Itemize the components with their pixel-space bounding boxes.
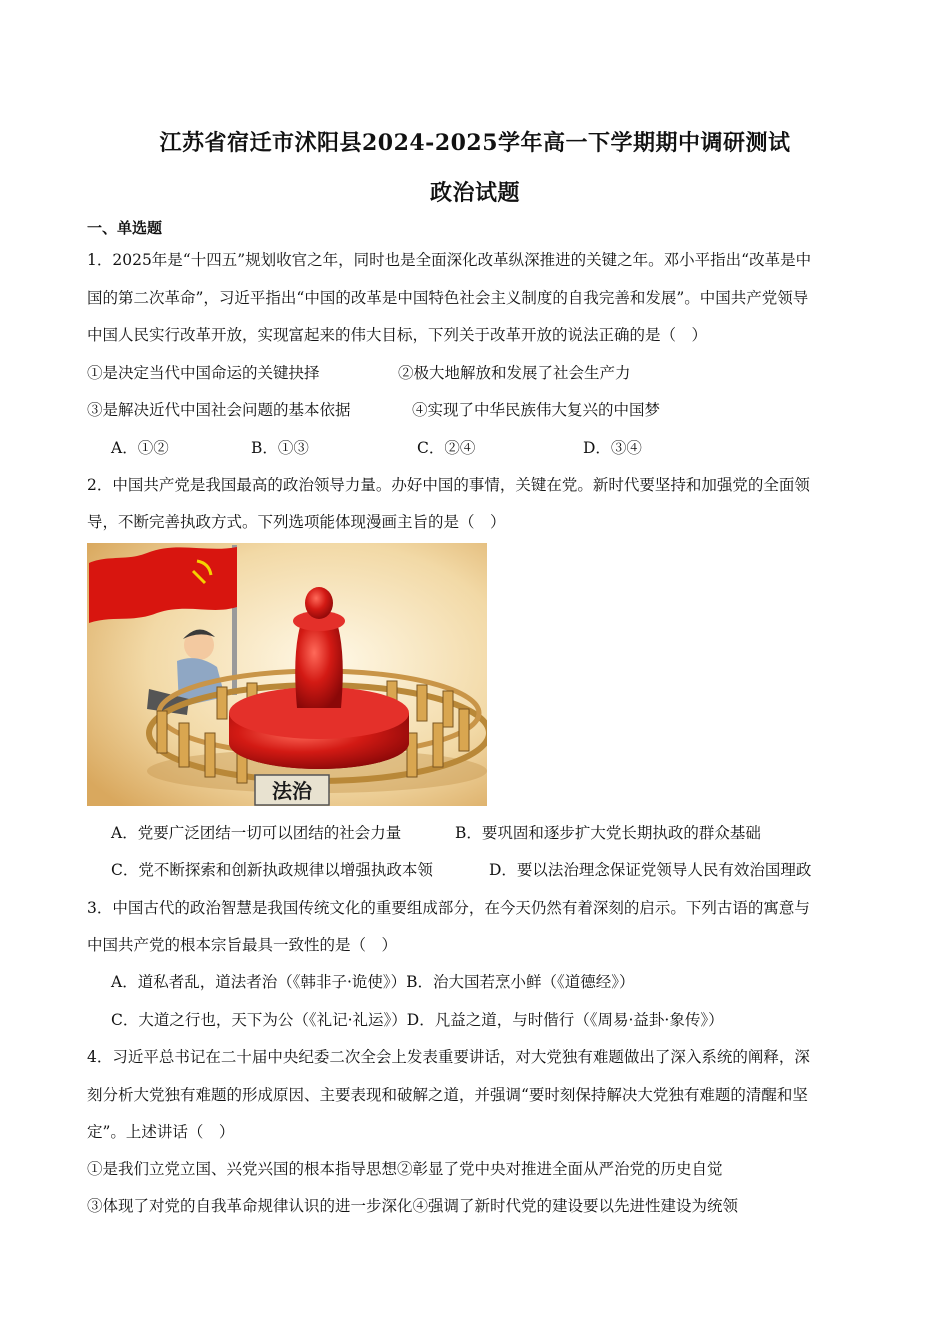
- q3-options-ab[interactable]: A．道私者乱，道法者治（《韩非子·诡使》）B．治大国若烹小鲜（《道德经》）: [111, 973, 635, 991]
- q1-option-d[interactable]: D．③④: [583, 439, 642, 457]
- q1-statement-3: ③是解决近代中国社会问题的基本依据: [87, 401, 351, 419]
- q2-option-a[interactable]: A．党要广泛团结一切可以团结的社会力量: [111, 824, 402, 842]
- q3-options-cd[interactable]: C．大道之行也，天下为公（《礼记·礼运》）D．凡益之道，与时偕行（《周易·益卦·象传》）: [111, 1011, 724, 1029]
- q1-statement-4: ④实现了中华民族伟大复兴的中国梦: [412, 401, 661, 419]
- q1-option-c[interactable]: C．②④: [417, 439, 476, 457]
- q4-line-2: 刻分析大党独有难题的形成原因、主要表现和破解之道，并强调“要时刻保持解决大党独有难题的清醒和坚: [87, 1086, 808, 1104]
- seal-knob: [305, 587, 333, 619]
- q4-line-3: 定”。上述讲话（ ）: [87, 1123, 235, 1141]
- rule-of-law-cartoon: [87, 543, 487, 806]
- cartoon-label: 法治: [272, 779, 312, 803]
- q2-option-b[interactable]: B．要巩固和逐步扩大党长期执政的群众基础: [455, 824, 761, 842]
- q2-line-1: 2．中国共产党是我国最高的政治领导力量。办好中国的事情，关键在党。新时代要坚持和加强党的全面领: [87, 476, 810, 494]
- q1-line-2: 国的第二次革命”，习近平指出“中国的改革是中国特色社会主义制度的自我完善和发展”。中国共产党领导: [87, 289, 809, 307]
- q3-line-1: 3．中国古代的政治智慧是我国传统文化的重要组成部分，在今天仍然有着深刻的启示。下列古语的寓意与: [87, 899, 810, 917]
- q2-option-d[interactable]: D．要以法治理念保证党领导人民有效治国理政: [489, 861, 812, 879]
- q1-option-a[interactable]: A．①②: [111, 439, 169, 457]
- q1-statement-1: ①是决定当代中国命运的关键抉择: [87, 364, 320, 382]
- q1-line-1: 1．2025年是“十四五”规划收官之年，同时也是全面深化改革纵深推进的关键之年。邓小平指出“改革是中: [87, 251, 812, 269]
- page-title: 江苏省宿迁市沭阳县2024-2025学年高一下学期期中调研测试: [159, 130, 791, 156]
- q1-line-3: 中国人民实行改革开放，实现富起来的伟大目标，下列关于改革开放的说法正确的是（ ）: [87, 326, 708, 344]
- q4-statements-34: ③体现了对党的自我革命规律认识的进一步深化④强调了新时代党的建设要以先进性建设为统领: [87, 1197, 739, 1215]
- q1-option-b[interactable]: B．①③: [251, 439, 309, 457]
- q1-statement-2: ②极大地解放和发展了社会生产力: [398, 364, 631, 382]
- seal-handle: [295, 623, 343, 708]
- page-subtitle: 政治试题: [429, 180, 520, 206]
- q4-line-1: 4．习近平总书记在二十届中央纪委二次全会上发表重要讲话，对大党独有难题做出了深入系统的阐释，深: [87, 1048, 810, 1066]
- q2-option-c[interactable]: C．党不断探索和创新执政规律以增强执政本领: [111, 861, 433, 879]
- q3-line-2: 中国共产党的根本宗旨最具一致性的是（ ）: [87, 936, 398, 954]
- q2-line-2: 导，不断完善执政方式。下列选项能体现漫画主旨的是（ ）: [87, 513, 506, 531]
- section-heading: 一、单选题: [87, 219, 163, 237]
- q4-statements-12: ①是我们立党立国、兴党兴国的根本指导思想②彰显了党中央对推进全面从严治党的历史自觉: [87, 1160, 723, 1178]
